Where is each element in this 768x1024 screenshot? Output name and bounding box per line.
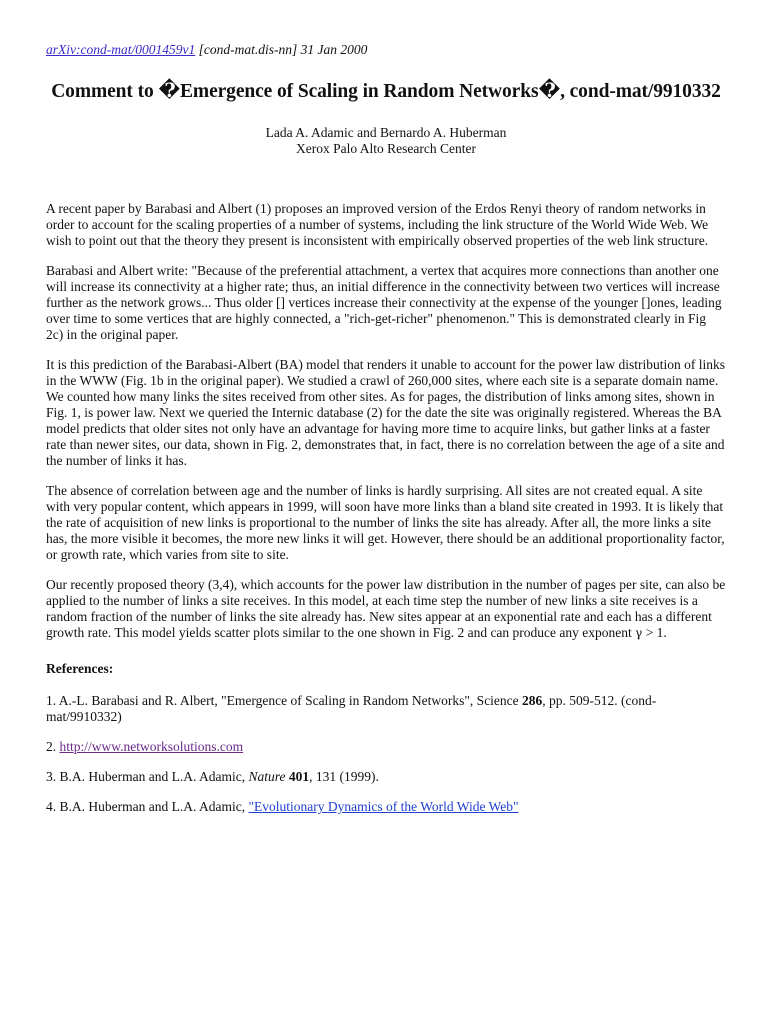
networksolutions-link[interactable]: http://www.networksolutions.com xyxy=(59,739,244,754)
evolutionary-dynamics-link[interactable]: "Evolutionary Dynamics of the World Wide Web" xyxy=(248,799,519,814)
author-block xyxy=(46,125,726,157)
references-heading: References: xyxy=(46,661,114,676)
paper-title: Comment to �Emergence of Scaling in Random Networks�, cond-mat/9910332 xyxy=(51,81,721,102)
document xyxy=(46,41,726,829)
reference-2-number: 2. xyxy=(46,739,60,754)
reference-1-pages: , pp. 509-512. (cond-mat/9910332) xyxy=(46,693,657,724)
author-affiliation: Xerox Palo Alto Research Center xyxy=(296,141,476,156)
paragraph-5-text: Our recently proposed theory (3,4), which accounts for the power law distribution in the number of pages per site, can also be applied to the number of links a site receives. In this model, at each time step the number of new links a site receives is a random fraction of the number of links the site already has. New sites appear at an exponential rate and each has a different growth rate. This model yields scatter plots similar to the one shown in Fig. 2 and can produce any exponent xyxy=(46,577,726,640)
reference-3-volume: 401 xyxy=(288,769,310,784)
gamma-symbol: γ xyxy=(635,626,643,640)
author-names: Lada A. Adamic and Bernardo A. Huberman xyxy=(265,125,507,140)
reference-3-journal: Nature xyxy=(248,769,286,784)
paragraph-2: Barabasi and Albert write: "Because of the preferential attachment, a vertex that acquires more connections than another one will increase its connectivity at a higher rate; thus, an initial difference in the connectivity between two vertices will increase further as the network grows... Thus older [] vertices increase their connectivity at the expense of the younger []ones, leading over time to some vertices that are highly connected, a "rich-get-richer" phenomenon." This is demonstrated clearly in Fig 2c) in the original paper. xyxy=(46,263,722,342)
reference-1-volume: 286 xyxy=(522,693,543,708)
reference-1 xyxy=(46,693,726,725)
paragraph-5 xyxy=(46,577,726,641)
arxiv-category-date: [cond-mat.dis-nn] 31 Jan 2000 xyxy=(195,42,368,57)
reference-3 xyxy=(46,769,726,785)
paragraph-4: The absence of correlation between age and the number of links is hardly surprising. All sites are not created equal. A site with very popular content, which appears in 1999, will soon have more links than a bland site created in 1993. It is likely that the rate of acquisition of new links is proportional to the number of links the site has already. After all, the more links a site has, the more visible it becomes, the more new links it will get. However, there should be an additional proportionality factor, or growth rate, which varies from site to site. xyxy=(46,483,725,562)
reference-3-pages: , 131 (1999). xyxy=(309,769,379,784)
arxiv-header xyxy=(46,41,726,59)
paragraph-5-tail: > 1. xyxy=(642,625,667,640)
reference-4-text: 4. B.A. Huberman and L.A. Adamic, xyxy=(46,799,249,814)
reference-2 xyxy=(46,739,726,755)
arxiv-id-link[interactable]: arXiv:cond-mat/0001459v1 xyxy=(46,42,196,57)
paragraph-3: It is this prediction of the Barabasi-Albert (BA) model that renders it unable to account for the power law distribution of links in the WWW (Fig. 1b in the original paper). We studied a crawl of 260,000 sites, where each site is a separate domain name. We counted how many links the sites received from other sites. As for pages, the distribution of links among sites, shown in Fig. 1, is power law. Next we queried the Internic database (2) for the date the site was originally registered. Whereas the BA model predicts that older sites not only have an advantage for having more time to acquire links, but gather links at a faster rate than newer sites, our data, shown in Fig. 2, demonstrates that, in fact, there is no correlation between the age of a site and the number of links it has. xyxy=(46,357,725,468)
paragraph-1: A recent paper by Barabasi and Albert (1) proposes an improved version of the Erdos Renyi theory of random networks in order to account for the scaling properties of a number of systems, including the link structure of the World Wide Web. We wish to point out that the theory they present is inconsistent with empirically observed properties of the web link structure. xyxy=(46,201,709,248)
reference-4 xyxy=(46,799,726,815)
reference-3-text: 3. B.A. Huberman and L.A. Adamic, xyxy=(46,769,249,784)
reference-1-text: 1. A.-L. Barabasi and R. Albert, "Emergence of Scaling in Random Networks", Science xyxy=(46,693,523,708)
